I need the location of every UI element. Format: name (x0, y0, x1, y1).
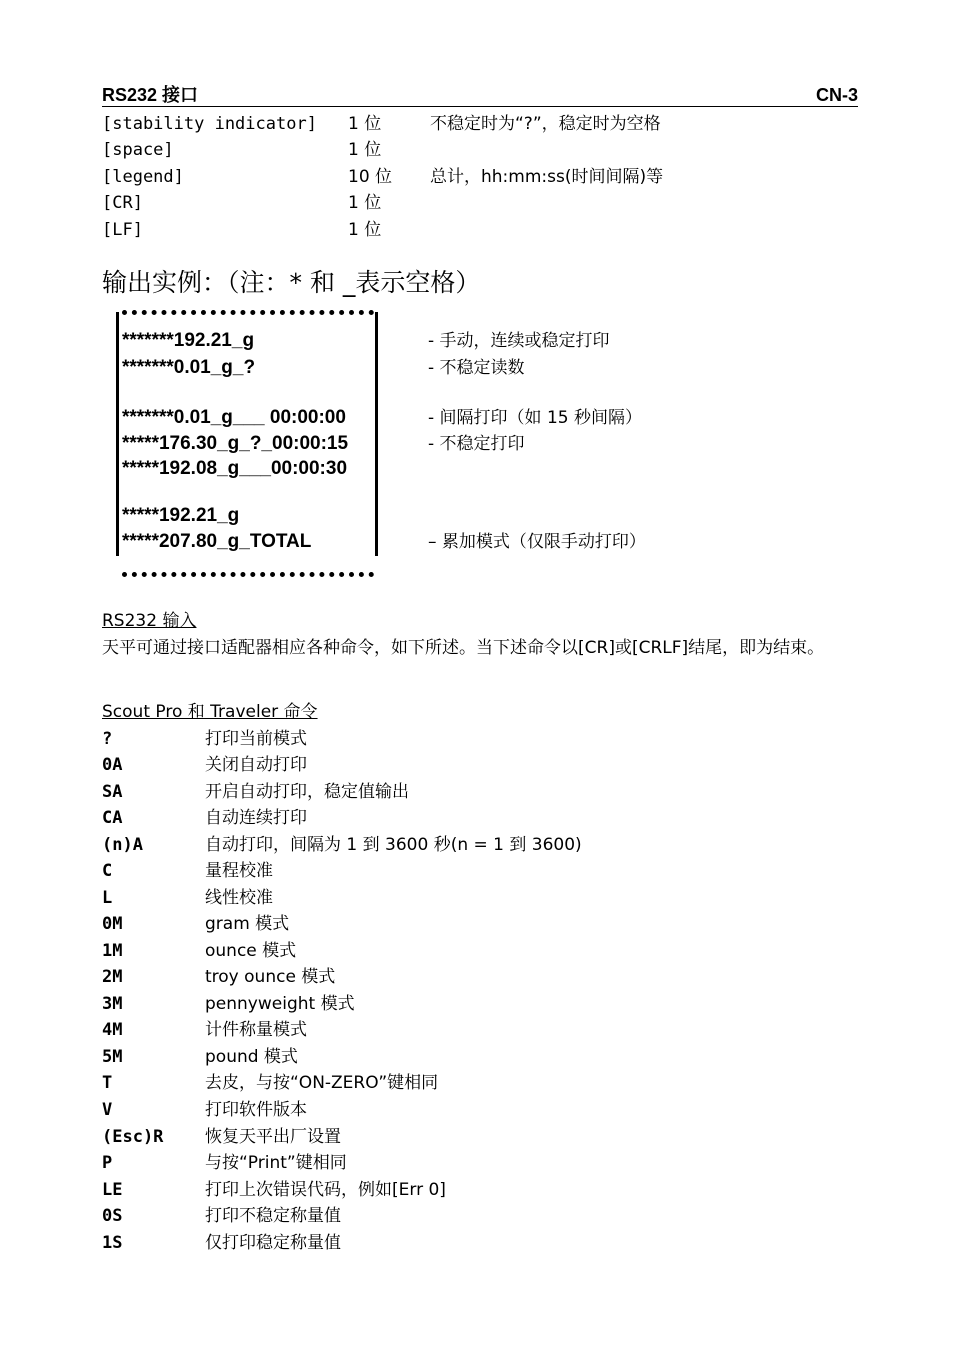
example-note: - 间隔打印（如 15 秒间隔） (428, 408, 642, 428)
command-desc: 线性校准 (205, 888, 273, 908)
format-desc: 不稳定时为“?”，稳定时为空格 (430, 114, 661, 134)
command-code: (Esc)R (102, 1127, 164, 1147)
example-note: - 不稳定打印 (428, 434, 525, 454)
command-code: LE (102, 1180, 123, 1200)
format-desc: 总计，hh:mm:ss(时间间隔)等 (430, 167, 664, 187)
command-code: 3M (102, 994, 123, 1014)
format-field: [CR] (102, 193, 143, 213)
example-output-line: *****176.30_g_?_00:00:15 (122, 433, 349, 454)
command-desc: pound 模式 (205, 1047, 298, 1067)
example-note: - 手动，连续或稳定打印 (428, 331, 610, 351)
command-desc: pennyweight 模式 (205, 994, 355, 1014)
right-rule (375, 312, 378, 556)
example-note: - 不稳定读数 (428, 358, 525, 378)
example-output-line: *******0.01_g___ 00:00:00 (122, 407, 346, 428)
example-output-line: *******0.01_g_? (122, 357, 256, 378)
command-desc: 开启自动打印，稳定值输出 (205, 782, 409, 802)
command-code: SA (102, 782, 123, 802)
command-desc: 去皮，与按“ON-ZERO”键相同 (205, 1073, 439, 1093)
command-code: 4M (102, 1020, 123, 1040)
command-desc: 与按“Print”键相同 (205, 1153, 347, 1173)
format-field: [legend] (102, 167, 184, 187)
format-field: [stability indicator] (102, 114, 317, 134)
command-desc: 打印软件版本 (205, 1100, 307, 1120)
rs232-input-heading: RS232 输入 (102, 611, 197, 631)
top-dotted-rule (122, 310, 374, 315)
command-code: L (102, 888, 113, 908)
command-desc: 打印上次错误代码，例如[Err 0] (205, 1180, 446, 1200)
command-code: 5M (102, 1047, 123, 1067)
command-desc: 仅打印稳定称量值 (205, 1233, 341, 1253)
command-code: 0S (102, 1206, 123, 1226)
command-desc: 打印不稳定称量值 (205, 1206, 341, 1226)
command-desc: 自动打印，间隔为 1 到 3600 秒(n = 1 到 3600) (205, 835, 582, 855)
command-code: 1S (102, 1233, 123, 1253)
command-code: CA (102, 808, 123, 828)
command-desc: 自动连续打印 (205, 808, 307, 828)
command-code: 0M (102, 914, 123, 934)
example-note: – 累加模式（仅限手动打印） (428, 532, 646, 552)
command-desc: 打印当前模式 (205, 729, 307, 749)
example-output-line: *****192.21_g (122, 505, 240, 526)
command-desc: troy ounce 模式 (205, 967, 336, 987)
command-desc: 量程校准 (205, 861, 273, 881)
format-length: 1 位 (348, 114, 382, 134)
example-output-line: *****207.80_g_TOTAL (122, 531, 312, 552)
command-desc: ounce 模式 (205, 941, 297, 961)
command-code: 0A (102, 755, 123, 775)
example-output-line: *****192.08_g___00:00:30 (122, 458, 348, 479)
format-length: 1 位 (348, 193, 382, 213)
page-header (102, 84, 858, 107)
command-desc: gram 模式 (205, 914, 290, 934)
command-desc: 关闭自动打印 (205, 755, 307, 775)
command-code: 2M (102, 967, 123, 987)
format-field: [LF] (102, 220, 143, 240)
example-output-line: *******192.21_g (122, 330, 255, 351)
example-title: 输出实例：（注：* 和 _表示空格） (102, 268, 481, 297)
format-length: 10 位 (348, 167, 393, 187)
format-field: [space] (102, 140, 174, 160)
format-length: 1 位 (348, 220, 382, 240)
format-length: 1 位 (348, 140, 382, 160)
command-code: V (102, 1100, 113, 1120)
command-code: ? (102, 729, 113, 749)
commands-heading: Scout Pro 和 Traveler 命令 (102, 702, 318, 722)
command-code: C (102, 861, 113, 881)
header-title: RS232 接口 (102, 85, 199, 105)
rs232-input-paragraph: 天平可通过接口适配器相应各种命令，如下所述。当下述命令以[CR]或[CRLF]结尾，即为结束。 (102, 638, 825, 658)
command-code: (n)A (102, 835, 143, 855)
command-code: T (102, 1073, 113, 1093)
page-number: CN-3 (815, 85, 858, 105)
command-code: P (102, 1153, 113, 1173)
command-desc: 恢复天平出厂设置 (205, 1127, 341, 1147)
left-rule (116, 312, 119, 556)
bottom-dotted-rule (122, 572, 374, 577)
command-code: 1M (102, 941, 123, 961)
command-desc: 计件称量模式 (205, 1020, 307, 1040)
